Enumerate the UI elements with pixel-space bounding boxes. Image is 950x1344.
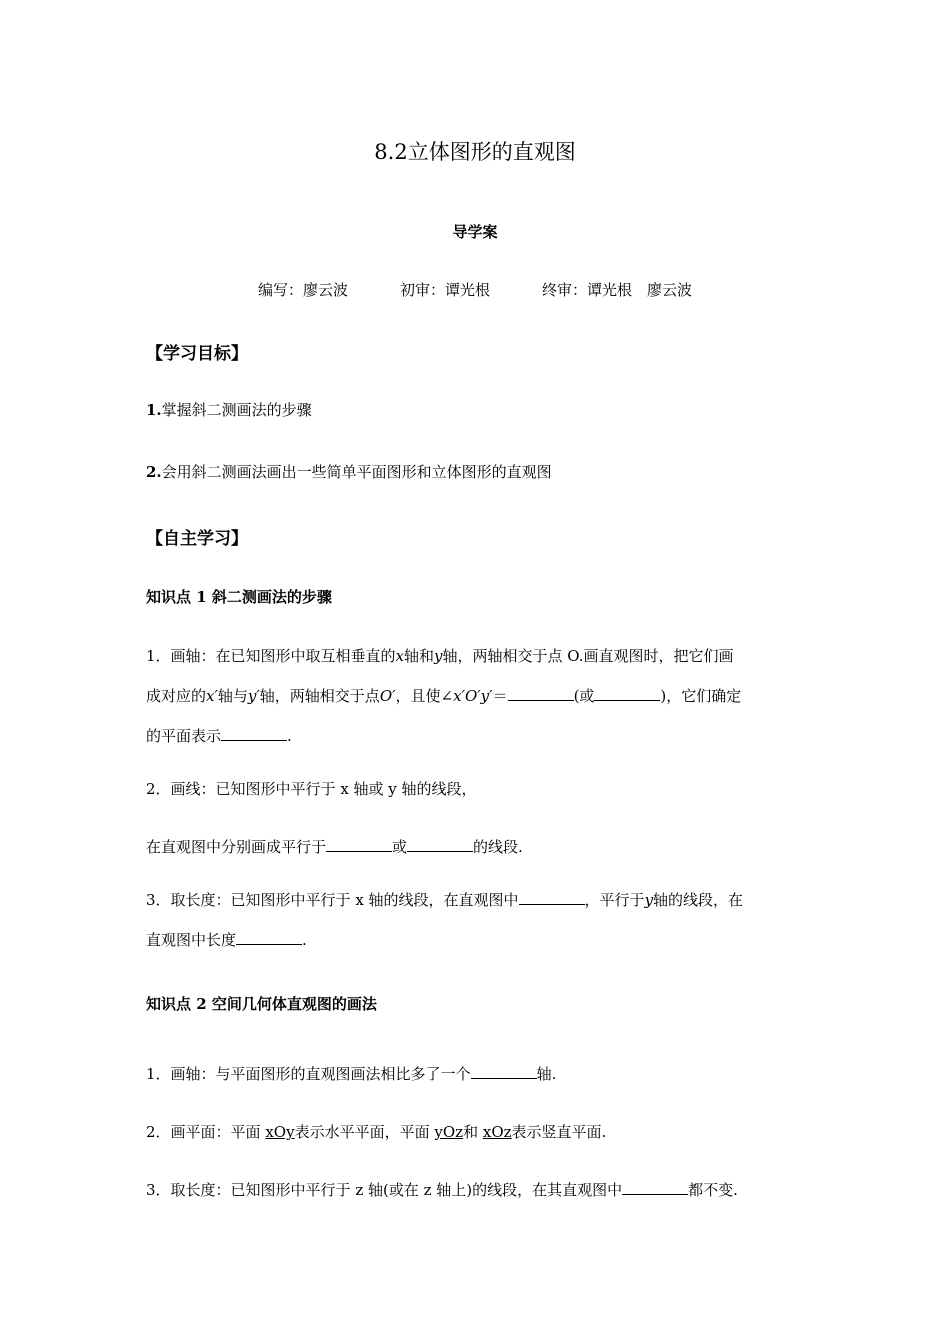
math-y-prime: y′ xyxy=(247,687,260,705)
text: 画平面：平面 xyxy=(170,1123,261,1141)
step-number: 1． xyxy=(146,647,171,665)
math-angle: x′O′y′ xyxy=(453,687,493,705)
author-first-review: 初审：谭光根 xyxy=(399,281,490,299)
math-o-prime: O′ xyxy=(379,687,396,705)
text: 直观图中长度 xyxy=(146,931,237,949)
goal-item-1 xyxy=(146,400,312,420)
text: . xyxy=(287,727,292,745)
goals-heading: 【学习目标】 xyxy=(146,344,248,364)
text: . xyxy=(302,931,307,949)
author-writer: 编写：廖云波 xyxy=(257,281,348,299)
text: 表示水平平面，平面 xyxy=(294,1123,430,1141)
text: ，且使∠ xyxy=(395,687,454,705)
text: 画轴：与平面图形的直观图画法相比多了一个 xyxy=(170,1065,471,1083)
fill-blank[interactable] xyxy=(594,686,660,701)
goal-number: 2. xyxy=(146,463,162,481)
kp1-step1-line1 xyxy=(146,646,734,666)
plane-xoz: xOz xyxy=(482,1123,512,1141)
fill-blank[interactable] xyxy=(471,1064,537,1079)
fill-blank[interactable] xyxy=(508,686,574,701)
kp1-step3-line1 xyxy=(146,890,743,910)
plane-xoy: xOy xyxy=(265,1123,295,1141)
goal-item-2 xyxy=(146,462,552,482)
knowledge-point-1-title: 知识点 1 斜二测画法的步骤 xyxy=(146,588,332,606)
text: 的线段. xyxy=(473,838,523,856)
author-final-review: 终审：谭光根 廖云波 xyxy=(542,281,693,299)
text: )，它们确定 xyxy=(660,687,742,705)
text: ，平行于 xyxy=(584,891,645,909)
fill-blank[interactable] xyxy=(622,1180,688,1195)
kp2-step2 xyxy=(146,1122,606,1142)
goal-text: 掌握斜二测画法的步骤 xyxy=(161,401,312,419)
math-x: x xyxy=(395,647,405,665)
text: 在直观图中分别画成平行于 xyxy=(146,838,327,856)
text: 轴和 xyxy=(404,647,435,665)
goal-text: 会用斜二测画法画出一些简单平面图形和立体图形的直观图 xyxy=(161,463,552,481)
text: 取长度：已知图形中平行于 x 轴的线段，在直观图中 xyxy=(170,891,519,909)
text: 或 xyxy=(392,838,408,856)
fill-blank[interactable] xyxy=(407,837,473,852)
text: 和 xyxy=(463,1123,479,1141)
math-y: y xyxy=(434,647,443,665)
self-study-heading: 【自主学习】 xyxy=(146,529,248,549)
goal-number: 1. xyxy=(146,401,162,419)
text: 轴，两轴相交于点 xyxy=(259,687,380,705)
authors-line xyxy=(0,279,950,300)
text: 轴，两轴相交于点 O.画直观图时，把它们画 xyxy=(442,647,734,665)
text: 都不变. xyxy=(688,1181,738,1199)
document-subtitle: 导学案 xyxy=(452,223,498,241)
step-number: 1． xyxy=(146,1065,171,1083)
plane-yoz: yOz xyxy=(434,1123,464,1141)
text: (或 xyxy=(573,687,595,705)
fill-blank[interactable] xyxy=(519,890,585,905)
text: 成对应的 xyxy=(146,687,207,705)
step-number: 3． xyxy=(146,1181,171,1199)
kp1-step1-line2 xyxy=(146,686,741,706)
fill-blank[interactable] xyxy=(326,837,392,852)
text: 表示竖直平面. xyxy=(511,1123,607,1141)
kp2-step1 xyxy=(146,1064,556,1084)
text: 画线：已知图形中平行于 x 轴或 y 轴的线段， xyxy=(170,780,477,798)
math-x-prime: x′ xyxy=(206,687,218,705)
kp1-step2-line1 xyxy=(146,779,477,799)
step-number: 2． xyxy=(146,1123,171,1141)
step-number: 2． xyxy=(146,780,171,798)
kp1-step3-line2 xyxy=(146,930,307,950)
kp2-step3 xyxy=(146,1180,738,1200)
text: 轴. xyxy=(536,1065,557,1083)
step-number: 3． xyxy=(146,891,171,909)
text: 取长度：已知图形中平行于 z 轴(或在 z 轴上)的线段，在其直观图中 xyxy=(170,1181,623,1199)
document-title: 8.2立体图形的直观图 xyxy=(374,140,576,164)
text: 的平面表示 xyxy=(146,727,222,745)
kp1-step1-line3 xyxy=(146,726,292,746)
knowledge-point-2-title: 知识点 2 空间几何体直观图的画法 xyxy=(146,995,377,1013)
text: 轴的线段，在 xyxy=(653,891,744,909)
text: 画轴：在已知图形中取互相垂直的 xyxy=(170,647,396,665)
text: ＝ xyxy=(492,687,508,705)
text: 轴与 xyxy=(217,687,248,705)
fill-blank[interactable] xyxy=(236,930,302,945)
math-y: y xyxy=(644,891,654,909)
kp1-step2-line2 xyxy=(146,837,523,857)
fill-blank[interactable] xyxy=(221,726,287,741)
